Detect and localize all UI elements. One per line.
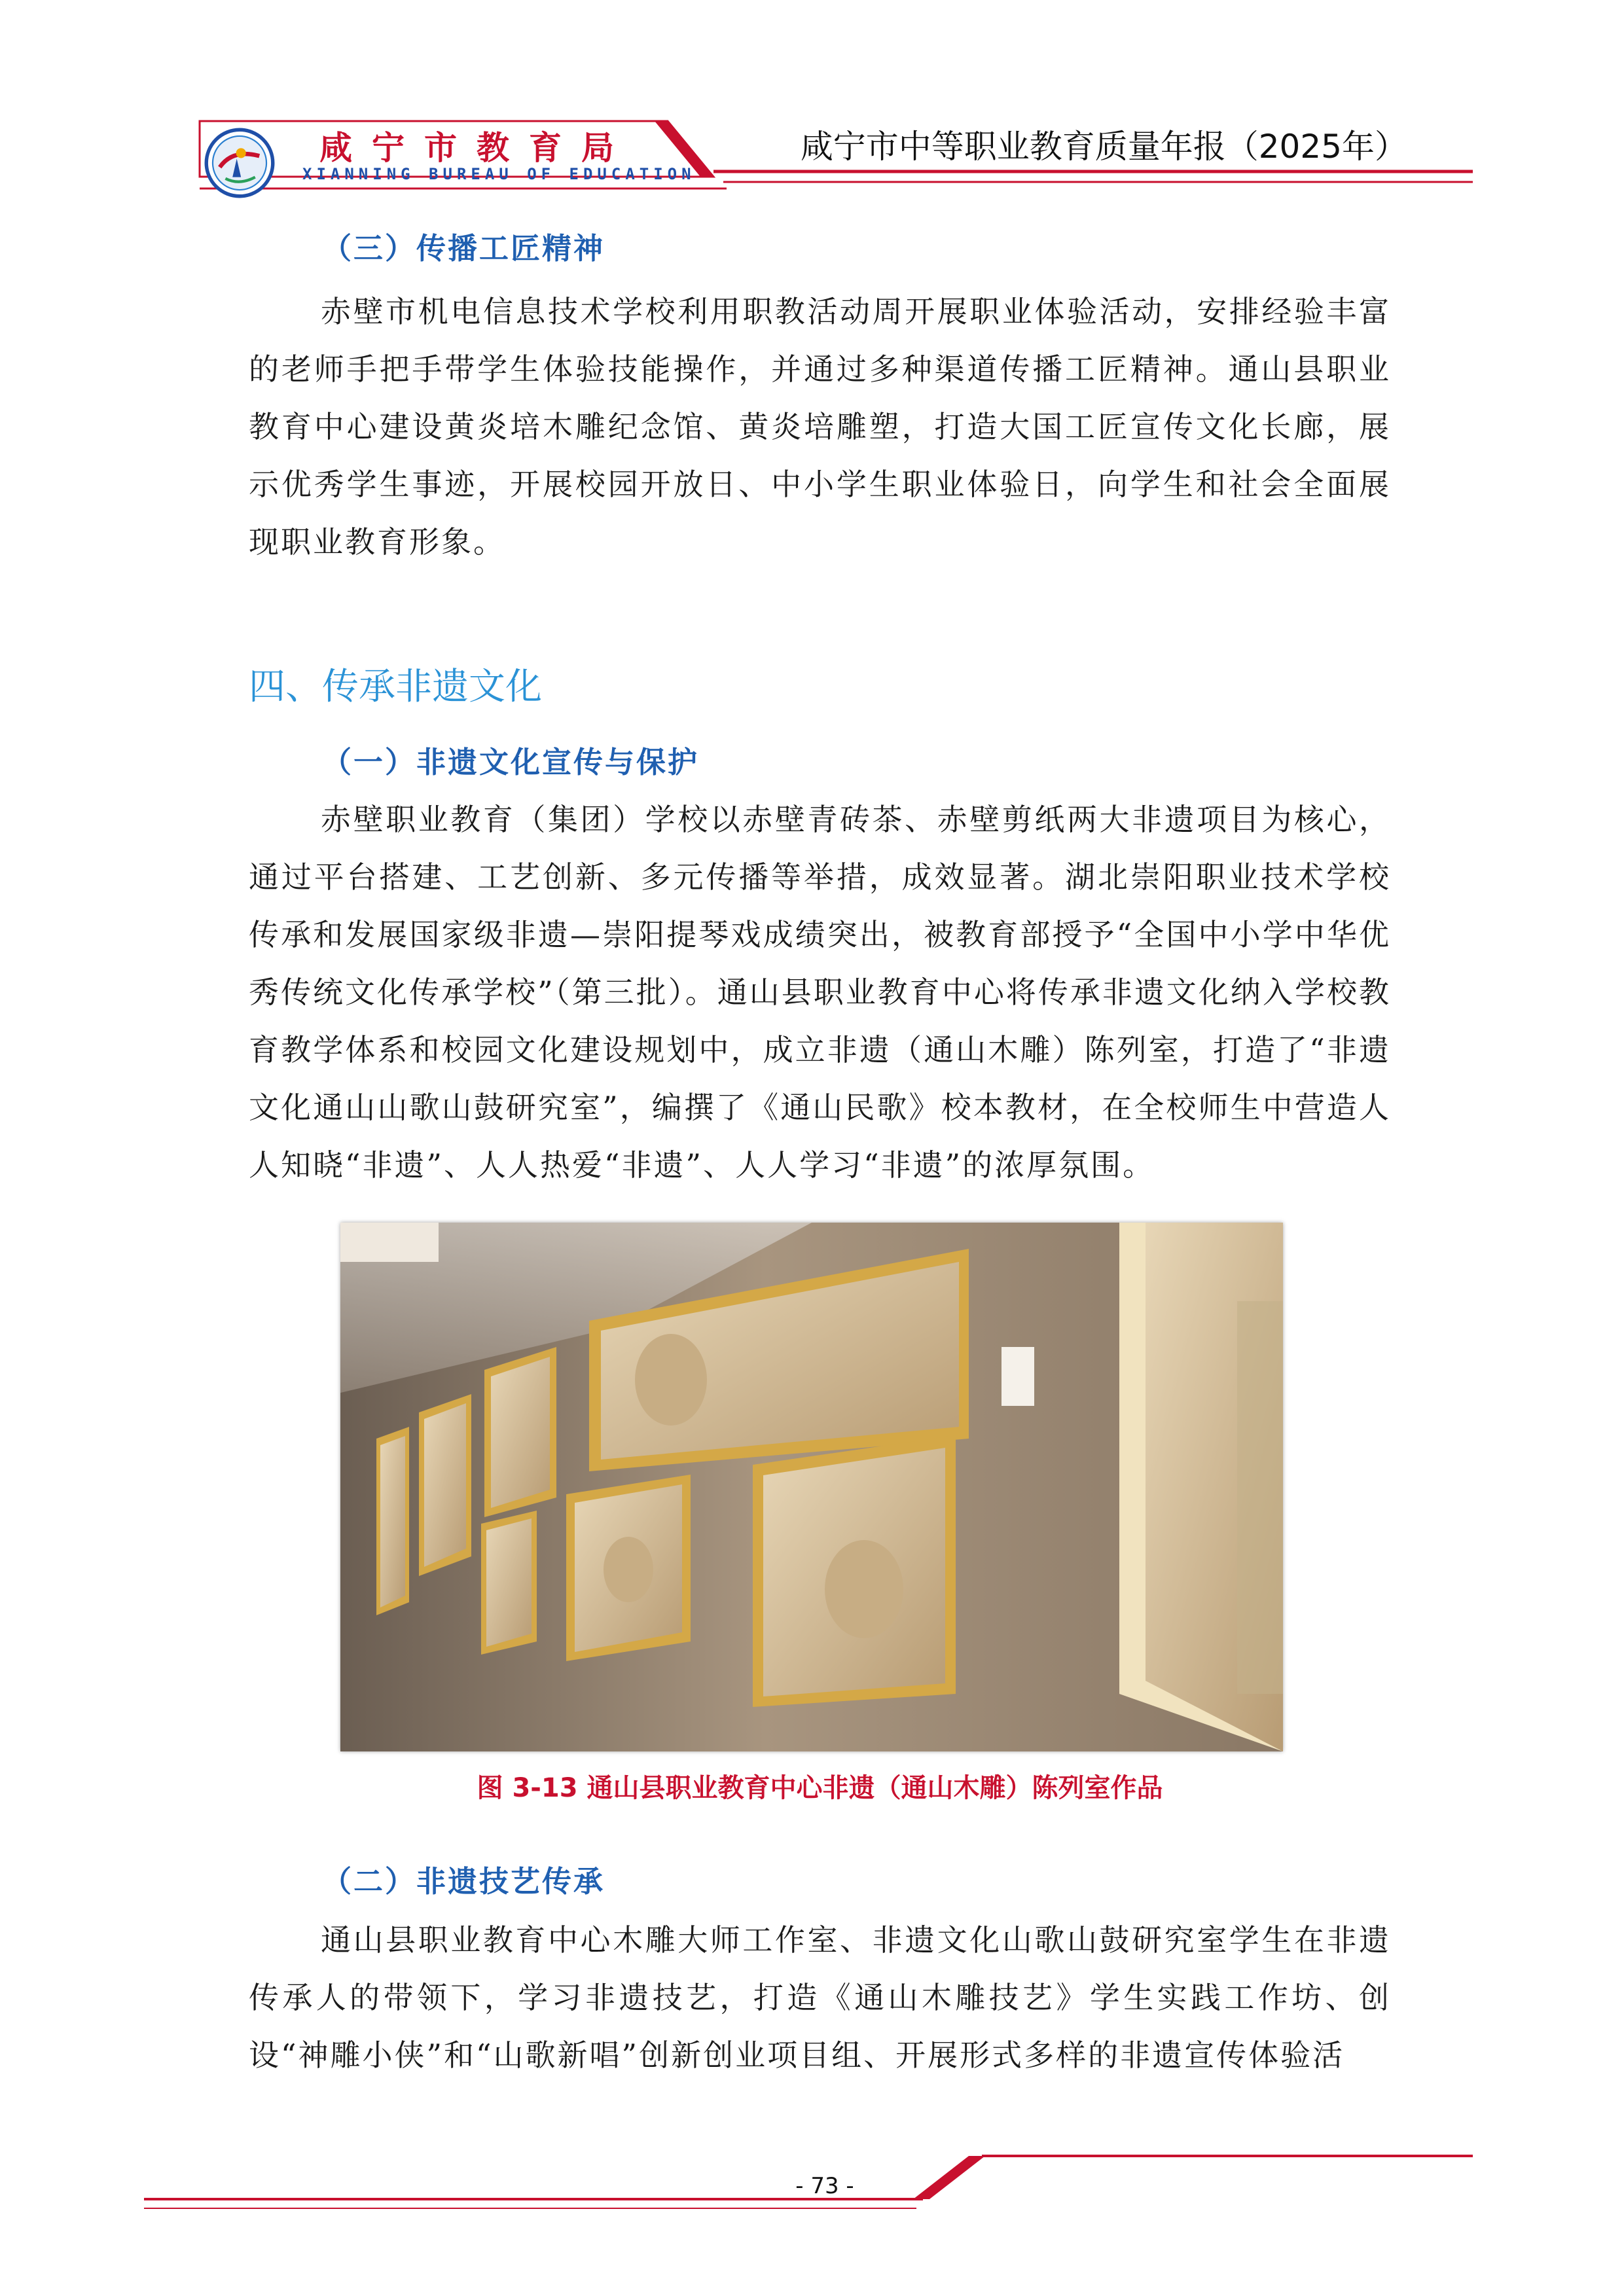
figure-caption: 图 3-13 通山县职业教育中心非遗（通山木雕）陈列室作品: [477, 1773, 1163, 1803]
section-heading-heritage-skills: （二）非遗技艺传承: [322, 1864, 605, 1899]
education-bureau-emblem-icon: [204, 128, 275, 198]
bureau-name-chinese: 咸宁市教育局: [319, 128, 634, 167]
wood-carving-exhibition-photo: [340, 1223, 1283, 1751]
paragraph-craftsman-spirit: 赤壁市机电信息技术学校利用职教活动周开展职业体验活动，安排经验丰富的老师手把手带学生体验技能操作，并通过多种渠道传播工匠精神。通山县职业教育中心建设黄炎培木雕纪念馆、黄炎培雕塑，打造大国工匠宣传文化长廊，展示优秀学生事迹，开展校园开放日、中小学生职业体验日，向学生和社会全面展现职业教育形象。: [249, 294, 1391, 560]
section-heading-craftsman-spirit: （三）传播工匠精神: [322, 231, 605, 266]
wood-carving-gallery-illustration: [340, 1223, 1283, 1751]
report-title: 咸宁市中等职业教育质量年报（2025年）: [800, 128, 1407, 166]
bureau-name-english: XIANNING BUREAU OF EDUCATION: [302, 165, 696, 183]
paragraph-heritage-promotion: 赤壁职业教育（集团）学校以赤壁青砖茶、赤壁剪纸两大非遗项目为核心，通过平台搭建、工艺创新、多元传播等举措，成效显著。湖北崇阳职业技术学校传承和发展国家级非遗—崇阳提琴戏成绩突出，被教育部授予“全国中小学中华优秀传统文化传承学校”（第三批）。通山县职业教育中心将传承非遗文化纳入学校教育教学体系和校园文化建设规划中，成立非遗（通山木雕）陈列室，打造了“非遗文化通山山歌山鼓研究室”，编撰了《通山民歌》校本教材，在全校师生中营造人人知晓“非遗”、人人热爱“非遗”、人人学习“非遗”的浓厚氛围。: [249, 802, 1391, 1183]
paragraph-heritage-skills: 通山县职业教育中心木雕大师工作室、非遗文化山歌山鼓研究室学生在非遗传承人的带领下，学习非遗技艺，打造《通山木雕技艺》学生实践工作坊、创设“神雕小侠”和“山歌新唱”创新创业项目组、开展形式多样的非遗宣传体验活: [249, 1922, 1391, 2073]
chapter-heading-heritage: 四、传承非遗文化: [249, 666, 542, 708]
section-heading-heritage-promotion: （一）非遗文化宣传与保护: [322, 745, 700, 780]
page-number: - 73 -: [795, 2173, 854, 2199]
page-header: [0, 0, 1624, 196]
